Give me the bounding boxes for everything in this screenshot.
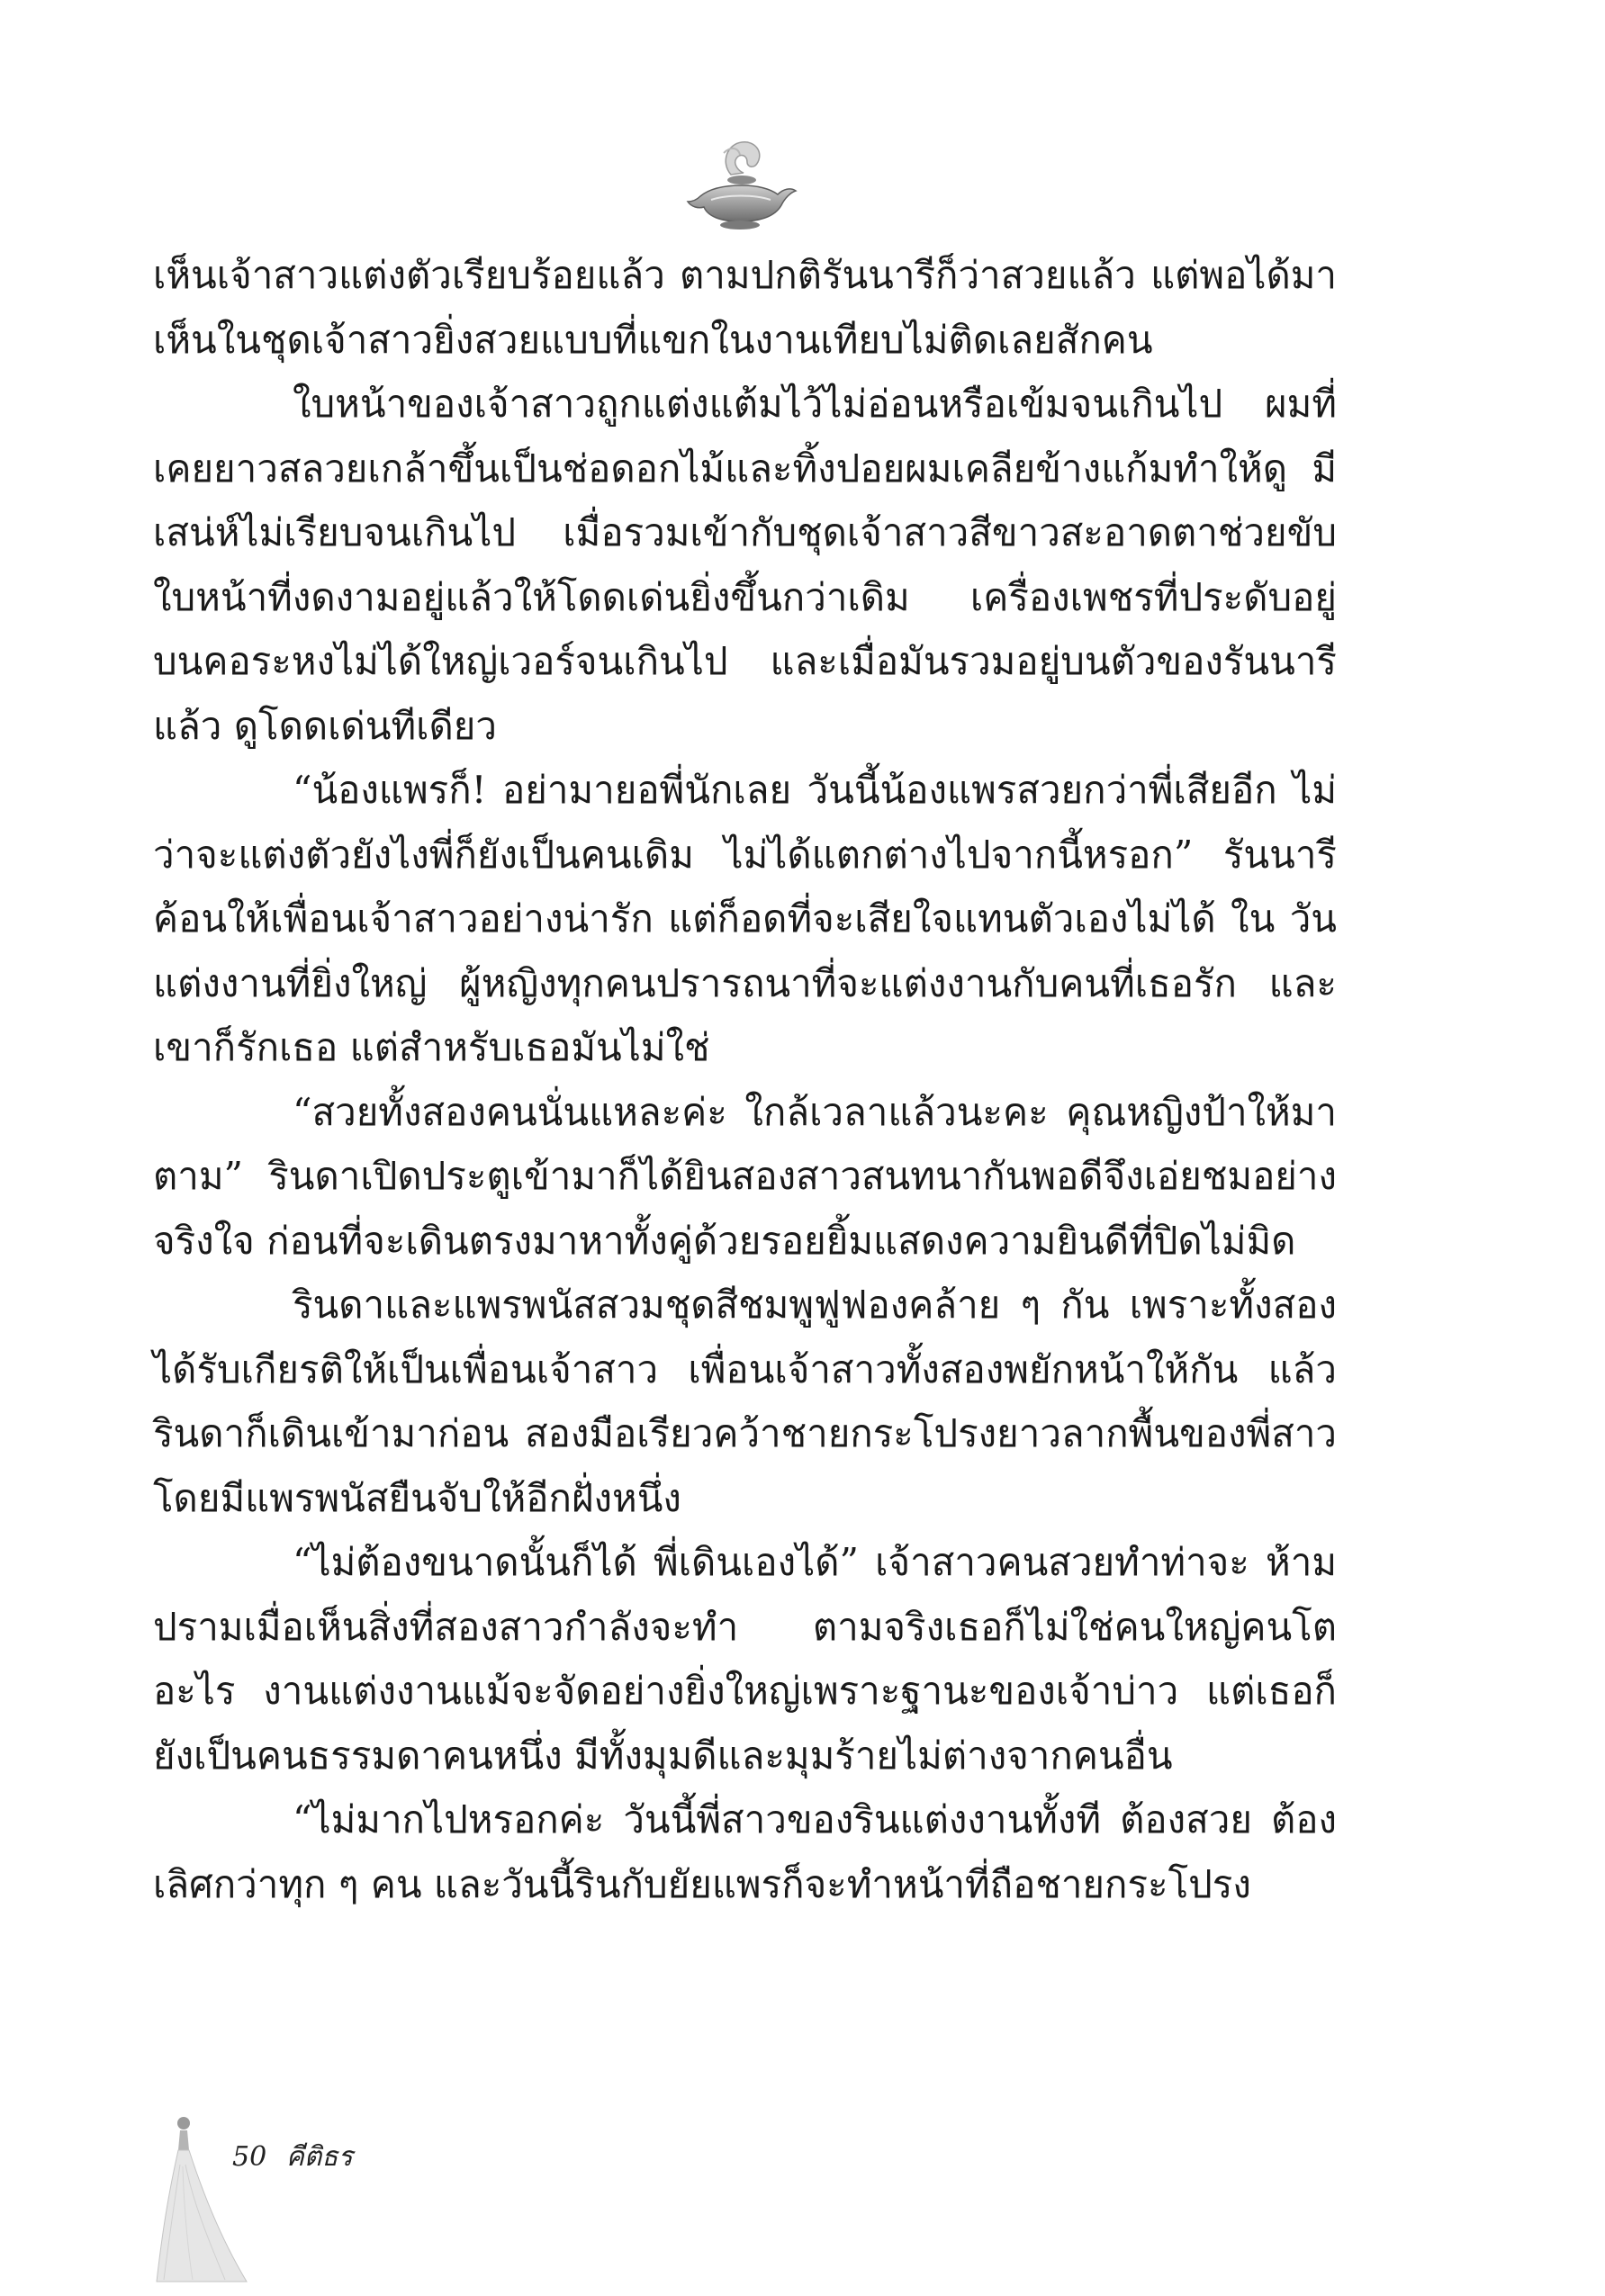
text-line: ต้องเลิศกว่าทุก ๆ คน และวันนี้รินกับยัยแพรก็จะทำหน้าที่ถือชายกระโปรง	[153, 1797, 1337, 1906]
text-line: บนคอระหงไม่ได้ใหญ่เวอร์จนเกินไป และเมื่อมันรวมอยู่บนตัวของรันนารี	[153, 639, 1337, 683]
paragraph	[153, 1273, 1337, 1530]
text-line: เห็นในชุดเจ้าสาวยิ่งสวยแบบที่แขกในงานเทียบไม่ติดเลยสักคน	[153, 317, 1153, 362]
text-line: “สวยทั้งสองคนนั่นแหละค่ะ ใกล้เวลาแล้วนะคะ คุณหญิงป้าให้มา	[293, 1089, 1337, 1134]
paragraph	[153, 758, 1337, 1080]
text-line: แล้ว ดูโดดเด่นทีเดียว	[153, 703, 497, 748]
text-line: มีเสน่ห์ไม่เรียบจนเกินไป เมื่อรวมเข้ากับชุดเจ้าสาวสีขาวสะอาดตาช่วยขับ	[153, 446, 1337, 554]
text-line: ใบหน้าของเจ้าสาวถูกแต่งแต้มไว้ไม่อ่อนหรือเข้มจนเกินไป ผมที่	[293, 382, 1337, 426]
text-line: ไม่ว่าจะแต่งตัวยังไงพี่ก็ยังเป็นคนเดิม ไม่ได้แตกต่างไปจากนี้หรอก” รันนารี	[153, 768, 1338, 877]
text-line: เห็นเจ้าสาวแต่งตัวเรียบร้อยแล้ว ตามปกติรันนารีก็ว่าสวยแล้ว แต่พอได้มา	[153, 253, 1337, 297]
page-footer	[232, 2136, 353, 2178]
text-line: เคยยาวสลวยเกล้าขึ้นเป็นช่อดอกไม้และทิ้งปอยผมเคลียข้างแก้มทำให้ดู	[153, 446, 1287, 491]
paragraph	[153, 1530, 1337, 1787]
text-line: “ไม่ต้องขนาดนั้นก็ได้ พี่เดินเองได้” เจ้าสาวคนสวยทำท่าจะ	[293, 1540, 1249, 1584]
text-line: โดยมีแพรพนัสยืนจับให้อีกฝั่งหนึ่ง	[153, 1475, 681, 1520]
text-line: ค้อนให้เพื่อนเจ้าสาวอย่างน่ารัก แต่ก็อดที่จะเสียใจแทนตัวเองไม่ได้ ใน	[153, 896, 1276, 941]
text-line: วันแต่งงานที่ยิ่งใหญ่ ผู้หญิงทุกคนปรารถนาที่จะแต่งงานกับคนที่เธอรัก	[153, 896, 1337, 1005]
magic-lamp-icon	[684, 135, 801, 234]
text-line: ห้ามปรามเมื่อเห็นสิ่งที่สองสาวกำลังจะทำ ตามจริงเธอก็ไม่ใช่คนใหญ่คนโต	[153, 1540, 1338, 1649]
text-line: ตาม” รินดาเปิดประตูเข้ามาก็ได้ยินสองสาวสนทนากันพอดีจึงเอ่ยชมอย่าง	[153, 1154, 1337, 1198]
page-number: 50	[232, 2141, 267, 2173]
author-name: คีติธร	[285, 2141, 353, 2173]
paragraph	[153, 1080, 1337, 1274]
text-line: “ไม่มากไปหรอกค่ะ วันนี้พี่สาวของรินแต่งงานทั้งที ต้องสวย	[293, 1797, 1252, 1841]
paragraph	[153, 1787, 1337, 1916]
text-line: ใบหน้าที่งดงามอยู่แล้วให้โดดเด่นยิ่งขึ้นกว่าเดิม เครื่องเพชรที่ประดับอยู่	[153, 574, 1337, 619]
text-line: รินดาและแพรพนัสสวมชุดสีชมพูฟูฟองคล้าย ๆ กัน เพราะทั้งสอง	[293, 1283, 1337, 1327]
text-line: รินดาก็เดินเข้ามาก่อน สองมือเรียวคว้าชายกระโปรงยาวลากพื้นของพี่สาว	[153, 1411, 1337, 1455]
paragraph	[153, 372, 1337, 758]
text-line: ได้รับเกียรติให้เป็นเพื่อนเจ้าสาว เพื่อนเจ้าสาวทั้งสองพยักหน้าให้กัน แล้ว	[153, 1346, 1337, 1391]
paragraph	[153, 243, 1337, 372]
text-line: ยังเป็นคนธรรมดาคนหนึ่ง มีทั้งมุมดีและมุมร้ายไม่ต่างจากคนอื่น	[153, 1733, 1173, 1778]
text-line: และเขาก็รักเธอ แต่สำหรับเธอมันไม่ใช่	[153, 960, 1337, 1069]
text-line: “น้องแพรก็! อย่ามายอพี่นักเลย วันนี้น้องแพรสวยกว่าพี่เสียอีก	[293, 768, 1277, 812]
text-line: อะไร งานแต่งงานแม้จะจัดอย่างยิ่งใหญ่เพราะฐานะของเจ้าบ่าว แต่เธอก็	[153, 1669, 1337, 1713]
text-line: จริงใจ ก่อนที่จะเดินตรงมาหาทั้งคู่ด้วยรอยยิ้มแสดงความยินดีที่ปิดไม่มิด	[153, 1218, 1296, 1263]
body-text	[153, 243, 1337, 1916]
